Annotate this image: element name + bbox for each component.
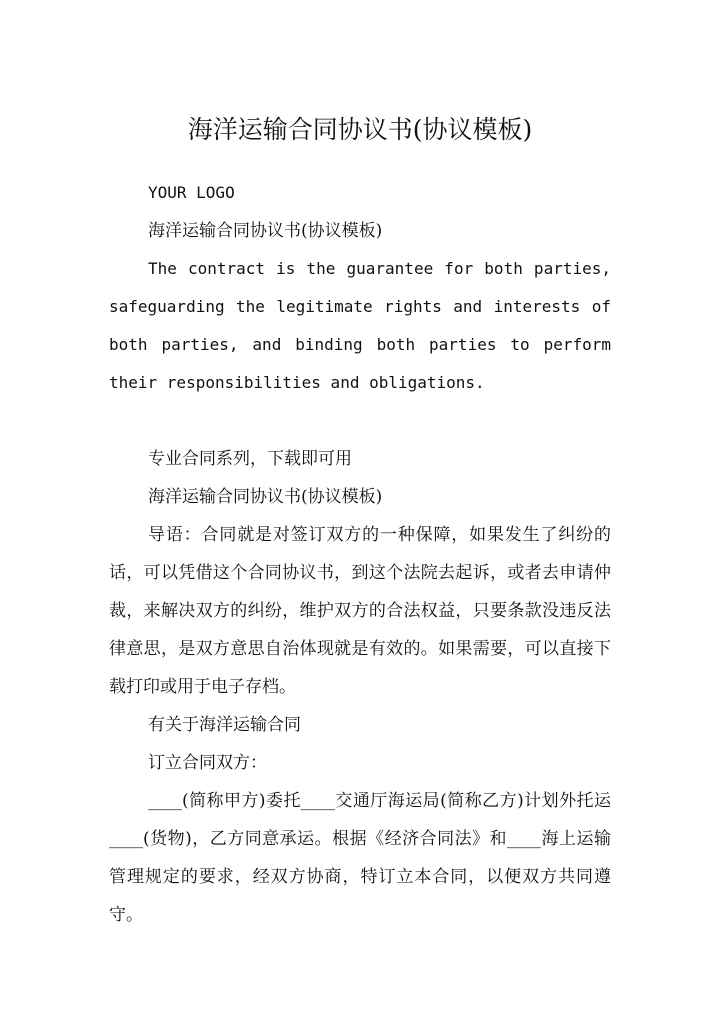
paragraph-spacer <box>109 402 611 440</box>
intro-paragraph-english: The contract is the guarantee for both parties, safeguarding the legitimate rights and interests of both parties, and binding both parties to perform their responsibilities and obligations. <box>109 259 611 392</box>
document-subtitle: 海洋运输合同协议书(协议模板) <box>148 221 383 241</box>
logo-placeholder-text: YOUR LOGO <box>148 183 235 202</box>
section-heading: 有关于海洋运输合同 <box>148 715 301 735</box>
lead-paragraph: 导语：合同就是对签订双方的一种保障，如果发生了纠纷的话，可以凭借这个合同协议书，到这个法院去起诉，或者去申请仲裁，来解决双方的纠纷，维护双方的合法权益，只要条款没违反法律意思，是双方意思自治体现就是有效的。如果需要，可以直接下载打印或用于电子存档。 <box>109 525 611 697</box>
series-line: 专业合同系列，下载即可用 <box>148 449 352 469</box>
document-body <box>109 174 611 934</box>
document-title: 海洋运输合同协议书(协议模板) <box>187 115 533 144</box>
contract-body-paragraph: ____(简称甲方)委托____交通厅海运局(简称乙方)计划外托运____(货物)，乙方同意承运。根据《经济合同法》和____海上运输管理规定的要求，经双方协商，特订立本合同，以便双方共同遵守。 <box>109 791 611 925</box>
parties-label: 订立合同双方： <box>148 753 267 773</box>
document-subtitle-repeat: 海洋运输合同协议书(协议模板) <box>148 487 383 507</box>
